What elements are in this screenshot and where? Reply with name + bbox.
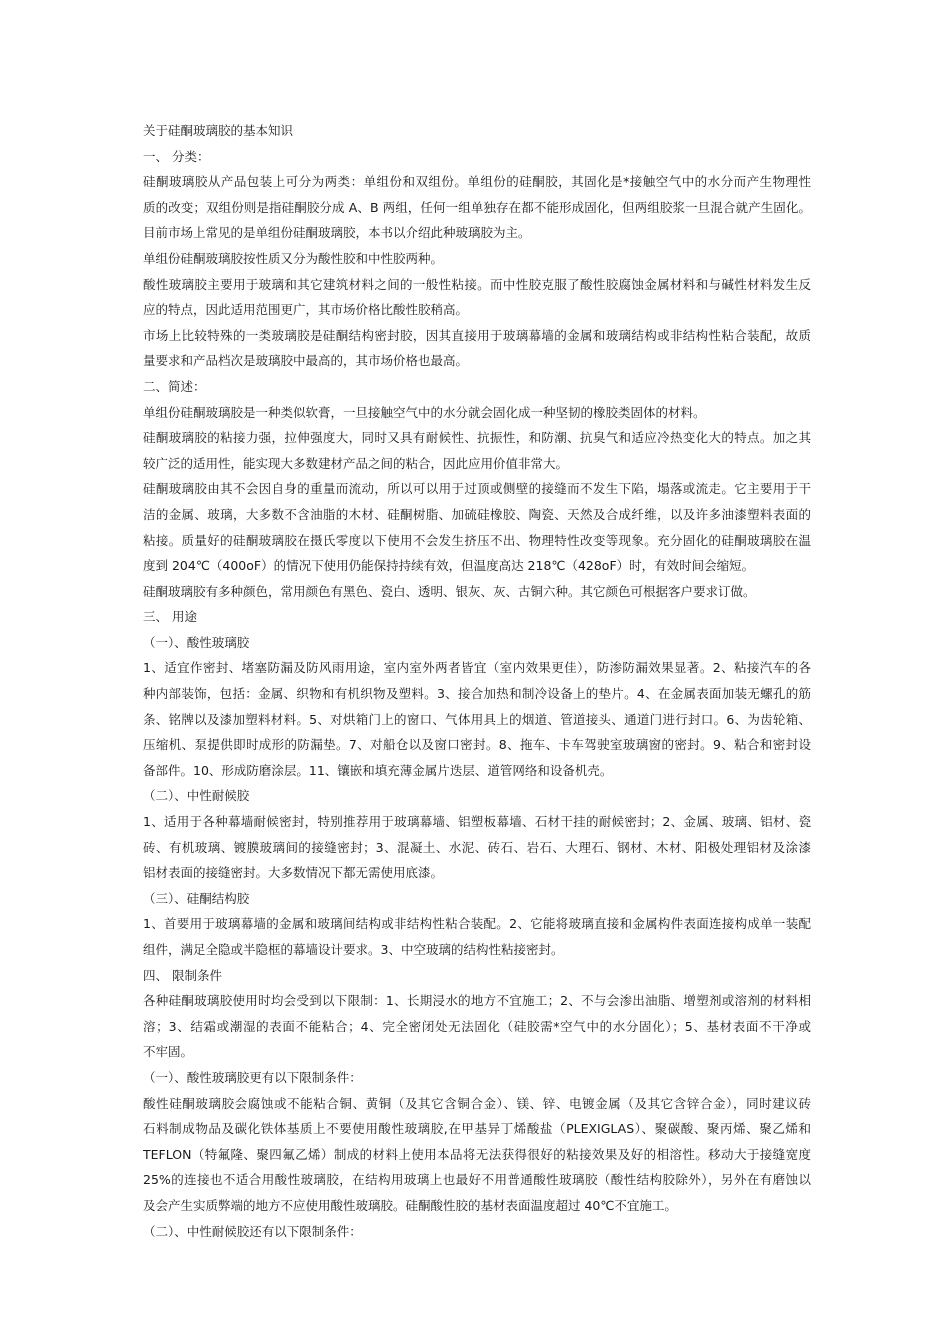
text-line: 硅酮玻璃胶的粘接力强，拉伸强度大，同时又具有耐候性、抗振性，和防潮、抗臭气和适应冷热变化大的特点。加之其 [143, 430, 811, 446]
text-line: 不牢固。 [143, 1044, 194, 1060]
text-line: （一）、酸性玻璃胶更有以下限制条件： [143, 1069, 362, 1085]
text-line: 硅酮玻璃胶有多种颜色，常用颜色有黑色、瓷白、透明、银灰、灰、古铜六种。其它颜色可根据客户要求订做。 [143, 583, 756, 599]
text-line: 种内部装饰，包括：金属、织物和有机织物及塑料。3、接合加热和制冷设备上的垫片。4、在金属表面加装无螺孔的筋 [143, 686, 811, 702]
text-line: 砖、有机玻璃、镀膜玻璃间的接缝密封；3、混凝土、水泥、砖石、岩石、大理石、钢材、木材、阳极处理铝材及涂漆 [143, 839, 811, 855]
document-title: 关于硅酮玻璃胶的基本知识 [143, 123, 294, 138]
document-page [143, 118, 811, 1244]
text-line: 条、铭牌以及漆加塑料材料。5、对烘箱门上的窗口、气体用具上的烟道、管道接头、通道门进行封口。6、为齿轮箱、 [143, 711, 811, 727]
text-line: 酸性玻璃胶主要用于玻璃和其它建筑材料之间的一般性粘接。而中性胶克服了酸性胶腐蚀金属材料和与碱性材料发生反 [143, 276, 811, 292]
text-line: 各种硅酮玻璃胶使用时均会受到以下限制：1、长期浸水的地方不宜施工；2、不与会渗出油脂、增塑剂或溶剂的材料相 [143, 993, 811, 1009]
text-line: 目前市场上常见的是单组份硅酮玻璃胶，本书以介绍此种玻璃胶为主。 [143, 225, 531, 241]
text-line: 压缩机、泵提供即时成形的防漏垫。7、对船仓以及窗口密封。8、拖车、卡车驾驶室玻璃窗的密封。9、粘合和密封设 [143, 737, 811, 753]
text-line: 25%的连接也不适合用酸性玻璃胶，在结构用玻璃上也最好不用普通酸性玻璃胶（酸性结构胶除外），另外在有磨蚀以 [143, 1172, 811, 1188]
text-line: 铝材表面的接缝密封。大多数情况下都无需使用底漆。 [143, 865, 444, 881]
text-line: 硅酮玻璃胶由其不会因自身的重量而流动，所以可以用于过顶或侧壁的接缝而不发生下陷，塌落或流走。它主要用于干 [143, 481, 811, 497]
text-line: 二、简述： [143, 378, 206, 394]
text-line: （一）、酸性玻璃胶 [143, 634, 250, 650]
text-line: TEFLON（特氟隆、聚四氟乙烯）制成的材料上使用本品将无法获得很好的粘接效果及好的相溶性。移动大于接缝宽度 [143, 1146, 811, 1162]
text-line: 及会产生实质弊端的地方不应使用酸性玻璃胶。硅酮酸性胶的基材表面温度超过 40℃不宜施工。 [143, 1197, 677, 1213]
text-line: 市场上比较特殊的一类玻璃胶是硅酮结构密封胶，因其直接用于玻璃幕墙的金属和玻璃结构或非结构性粘合装配，故质 [143, 327, 811, 343]
text-line: 单组份硅酮玻璃胶是一种类似软膏，一旦接触空气中的水分就会固化成一种坚韧的橡胶类固体的材料。 [143, 404, 706, 420]
text-line: （二）、中性耐候胶还有以下限制条件： [143, 1223, 362, 1239]
text-line: 较广泛的适用性，能实现大多数建材产品之间的粘合，因此应用价值非常大。 [143, 455, 569, 471]
text-line: 应的特点，因此适用范围更广，其市场价格比酸性胶稍高。 [143, 302, 469, 318]
text-line: 酸性硅酮玻璃胶会腐蚀或不能粘合铜、黄铜（及其它含铜合金）、镁、锌、电镀金属（及其它含锌合金），同时建议砖 [143, 1095, 811, 1111]
text-line: 洁的金属、玻璃，大多数不含油脂的木材、硅酮树脂、加硫硅橡胶、陶瓷、天然及合成纤维，以及许多油漆塑料表面的 [143, 506, 811, 522]
text-line: 三、 用途 [143, 609, 197, 625]
text-line: 硅酮玻璃胶从产品包装上可分为两类：单组份和双组份。单组份的硅酮胶，其固化是*接触空气中的水分而产生物理性 [143, 174, 811, 190]
text-line: 一、 分类： [143, 148, 210, 164]
text-line: 粘接。质量好的硅酮玻璃胶在摄氏零度以下使用不会发生挤压不出、物理特性改变等现象。充分固化的硅酮玻璃胶在温 [143, 532, 811, 548]
text-line: 溶；3、结霜或潮湿的表面不能粘合；4、完全密闭处无法固化（硅胶需*空气中的水分固化）；5、基材表面不干净或 [143, 1018, 811, 1034]
text-line: 度到 204℃（400oF）的情况下使用仍能保持持续有效，但温度高达 218℃（428oF）时，有效时间会缩短。 [143, 558, 755, 574]
text-line: 石料制成物品及碳化铁体基质上不要使用酸性玻璃胶,在甲基异丁烯酸盐（PLEXIGLAS）、聚碳酸、聚丙烯、聚乙烯和 [143, 1121, 811, 1137]
text-line: 量要求和产品档次是玻璃胶中最高的，其市场价格也最高。 [143, 353, 469, 369]
text-line: 备部件。10、形成防磨涂层。11、镶嵌和填充薄金属片迭层、道管网络和设备机壳。 [143, 762, 613, 778]
text-line: 1、首要用于玻璃幕墙的金属和玻璃间结构或非结构性粘合装配。2、它能将玻璃直接和金属构件表面连接构成单一装配 [143, 916, 811, 932]
document-body [143, 144, 811, 1245]
text-line: 1、适宜作密封、堵塞防漏及防风雨用途，室内室外两者皆宜（室内效果更佳），防渗防漏效果显著。2、粘接汽车的各 [143, 660, 811, 676]
text-line: 质的改变；双组份则是指硅酮胶分成 A、B 两组，任何一组单独存在都不能形成固化，但两组胶浆一旦混合就产生固化。 [143, 199, 811, 215]
text-line: 1、适用于各种幕墙耐候密封，特别推荐用于玻璃幕墙、铝塑板幕墙、石材干挂的耐候密封；2、金属、玻璃、铝材、瓷 [143, 814, 811, 830]
text-line: （三）、硅酮结构胶 [143, 890, 250, 906]
text-line: 四、 限制条件 [143, 967, 222, 983]
text-line: 单组份硅酮玻璃胶按性质又分为酸性胶和中性胶两种。 [143, 250, 444, 266]
text-line: （二）、中性耐候胶 [143, 788, 250, 804]
text-line: 组件，满足全隐或半隐框的幕墙设计要求。3、中空玻璃的结构性粘接密封。 [143, 942, 564, 957]
